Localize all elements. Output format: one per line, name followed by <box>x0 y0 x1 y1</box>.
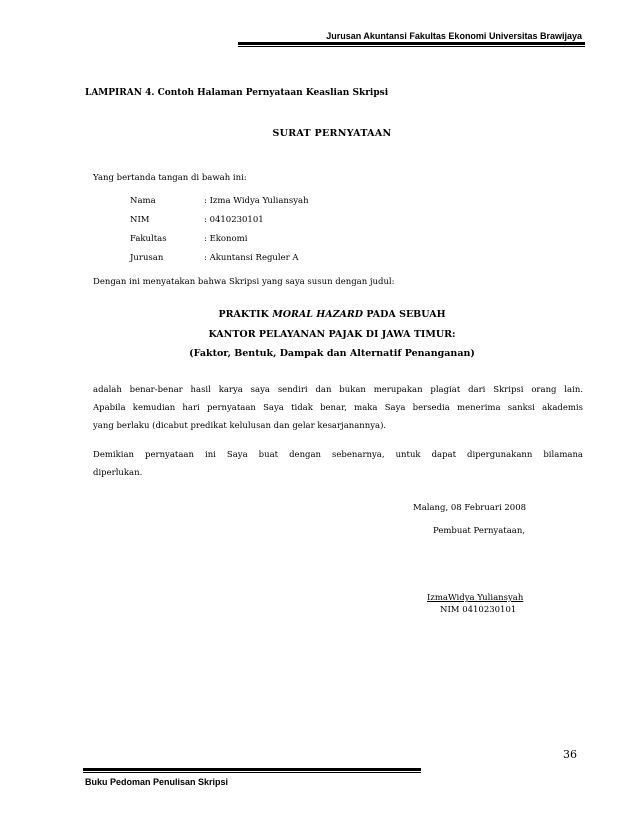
paragraph-line: yang berlaku (dicabut predikat kelulusan dan gelar kesarjanannya). <box>93 421 387 431</box>
header-rule-thin <box>238 46 585 47</box>
signature-name: IzmaWidya Yuliansyah <box>427 593 524 603</box>
field-department-row <box>130 253 299 263</box>
field-label: Jurusan <box>130 253 164 263</box>
header-rule-thick <box>238 42 585 45</box>
intro-text: Yang bertanda tangan di bawah ini: <box>93 173 247 183</box>
footer-rule-thick <box>83 768 421 771</box>
running-footer: Buku Pedoman Penulisan Skripsi <box>85 777 229 787</box>
thesis-title-line-1 <box>0 309 638 320</box>
field-label: Nama <box>130 196 156 206</box>
signature-role: Pembuat Pernyataan, <box>433 526 526 536</box>
field-value: : Ekonomi <box>204 234 248 244</box>
thesis-title-line-2: KANTOR PELAYANAN PAJAK DI JAWA TIMUR: <box>208 329 456 340</box>
field-value: : Izma Widya Yuliansyah <box>204 196 309 206</box>
signature-nim: NIM 0410230101 <box>440 605 517 615</box>
paragraph-line: adalah benar-benar hasil karya saya sendiri dan bukan merupakan plagiat dari Skripsi orang lain. <box>93 385 583 395</box>
originality-paragraph <box>93 381 583 435</box>
statement-intro: Dengan ini menyatakan bahwa Skripsi yang saya susun dengan judul: <box>93 277 395 287</box>
page-number: 36 <box>563 748 577 761</box>
paragraph-line: Apabila kemudian hari pernyataan Saya tidak benar, maka Saya bersedia menerima sanksi akademis <box>93 403 583 413</box>
signature-place-date: Malang, 08 Februari 2008 <box>413 503 527 513</box>
paragraph-line: Demikian pernyataan ini Saya buat dengan sebenarnya, untuk dapat dipergunakann bilamana <box>93 450 583 460</box>
field-value: : 0410230101 <box>204 215 264 225</box>
running-header: Jurusan Akuntansi Fakultas Ekonomi Universitas Brawijaya <box>326 31 582 41</box>
letter-title: SURAT PERNYATAAN <box>272 128 392 139</box>
field-label: Fakultas <box>130 234 167 244</box>
paragraph-line: diperlukan. <box>93 468 143 478</box>
thesis-title-line-3: (Faktor, Bentuk, Dampak dan Alternatif Penanganan) <box>189 348 475 359</box>
footer-rule-thin <box>83 772 421 773</box>
field-label: NIM <box>130 215 150 225</box>
thesis-title-prefix: PRAKTIK <box>218 309 273 320</box>
field-nim-row <box>130 215 264 225</box>
thesis-title-suffix: PADA SEBUAH <box>363 309 446 320</box>
appendix-title: LAMPIRAN 4. Contoh Halaman Pernyataan Keaslian Skripsi <box>85 88 389 98</box>
field-name-row <box>130 196 309 206</box>
thesis-title-italic: MORAL HAZARD <box>272 309 364 320</box>
field-value: : Akuntansi Reguler A <box>204 253 299 263</box>
closing-paragraph <box>93 446 583 482</box>
field-faculty-row <box>130 234 247 244</box>
